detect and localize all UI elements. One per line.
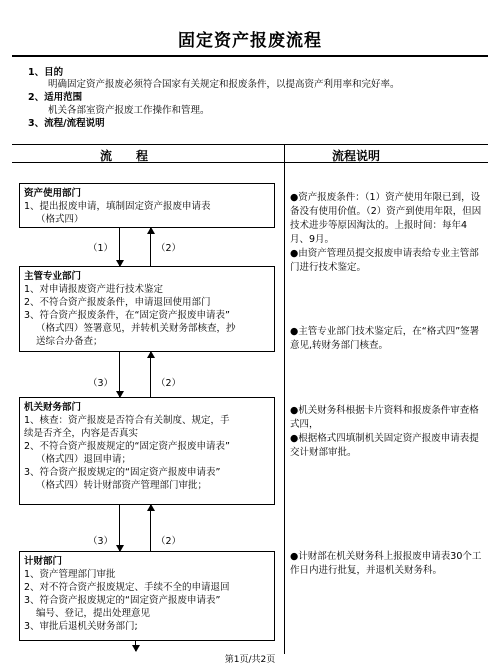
flow-box-line: （格式四） bbox=[36, 214, 84, 225]
arrow-down bbox=[119, 505, 120, 551]
arrow-up bbox=[150, 505, 151, 551]
flow-box-line: 3、审批后退机关财务部门; bbox=[24, 621, 138, 632]
note-approval: ●计财部在机关财务科上报报废申请表30个工作日内进行批复，并退机关财务科。 bbox=[290, 551, 482, 576]
arrow-up bbox=[150, 228, 151, 266]
purpose-text: 明确固定资产报废必须符合国家有关规定和报废条件，以提高资产利用率和完好率。 bbox=[48, 79, 400, 90]
arrow-down bbox=[119, 352, 120, 397]
arrow-down bbox=[119, 228, 120, 266]
flow-box-title: 计财部门 bbox=[24, 556, 63, 567]
note-submit-application: ●由资产管理员提交报废申请表给专业主管部门进行技术鉴定。 bbox=[290, 248, 479, 273]
flow-heading: 3、流程/流程说明 bbox=[28, 118, 105, 129]
flow-box-line: 3、符合资产报废规定的“固定资产报废申请表” bbox=[24, 595, 221, 606]
flow-box-line: （格式四）签署意见，并转机关财务部核查，抄 bbox=[36, 323, 236, 334]
table-header-divider bbox=[12, 162, 488, 163]
scope-heading: 2、适用范围 bbox=[28, 92, 83, 103]
arrow-label: （1） bbox=[88, 243, 114, 254]
arrow-label: （2） bbox=[156, 378, 182, 389]
flow-box-line: 3、符合资产报废规定的“固定资产报废申请表” bbox=[24, 467, 221, 478]
flow-box-line: 2、不符合资产报废条件，申请退回使用部门 bbox=[24, 297, 211, 308]
arrow-label: （2） bbox=[156, 536, 182, 547]
flow-box-line: （格式四）退回申请； bbox=[36, 454, 132, 465]
flow-box-line: 1、提出报废申请，填制固定资产报废申请表 bbox=[24, 201, 211, 212]
page-title: 固定资产报废流程 bbox=[178, 31, 322, 51]
flow-box-title: 机关财务部门 bbox=[24, 402, 82, 413]
flow-box-line: 送综合办备查； bbox=[36, 336, 103, 347]
flow-box-line: 编号、登记，提出处理意见 bbox=[36, 608, 151, 619]
flow-box-line: 续是否齐全，内容是否真实 bbox=[24, 428, 139, 439]
arrow-up bbox=[150, 352, 151, 397]
arrow-label: （2） bbox=[156, 243, 182, 254]
table-top-border bbox=[12, 144, 488, 145]
note-finance-review: ●机关财务科根据卡片资料和报废条件审查格式四， bbox=[290, 405, 479, 430]
column-header-flow: 流 程 bbox=[100, 149, 149, 163]
arrow-down bbox=[135, 641, 136, 651]
flow-box-title: 资产使用部门 bbox=[24, 188, 82, 199]
flow-box-finance-dept bbox=[19, 397, 275, 505]
flow-box-line: 2、不符合资产报废规定的“固定资产报废申请表” bbox=[24, 441, 230, 452]
purpose-heading: 1、目的 bbox=[28, 67, 64, 78]
flow-box-asset-user-dept bbox=[19, 183, 275, 228]
flow-box-line: 3、符合资产报废条件，在“固定资产报废申请表” bbox=[24, 310, 230, 321]
flow-box-accounting-dept bbox=[19, 551, 275, 641]
title-divider bbox=[12, 55, 488, 57]
column-divider bbox=[284, 144, 285, 654]
flow-box-professional-dept bbox=[19, 266, 275, 352]
page-footer: 第1页/共2页 bbox=[224, 655, 276, 665]
note-fill-application: ●根据格式四填制机关固定资产报废申请表提交计财部审批。 bbox=[290, 433, 479, 458]
flow-box-line: 1、核查：资产报废是否符合有关制度、规定，手 bbox=[24, 415, 230, 426]
flow-box-line: 2、对不符合资产报废规定、手续不全的申请退回 bbox=[24, 582, 230, 593]
arrow-label: （3） bbox=[88, 536, 114, 547]
scope-text: 机关各部室资产报废工作操作和管理。 bbox=[48, 105, 210, 116]
flow-box-title: 主管专业部门 bbox=[24, 271, 82, 282]
note-technical-review: ●主管专业部门技术鉴定后，在“格式四”签署意见,转财务部门核查。 bbox=[290, 326, 480, 351]
note-scrap-conditions: ●资产报废条件：（1）资产使用年限已到，设备没有使用价值。（2）资产到使用年限，但因技术进步等原因淘汰的。上报时间：每年4月、9月。 bbox=[290, 192, 482, 245]
flow-box-line: 1、对申请报废资产进行技术鉴定 bbox=[24, 284, 164, 295]
flow-box-line: 1、资产管理部门审批 bbox=[24, 569, 116, 580]
column-header-description: 流程说明 bbox=[332, 149, 381, 163]
flow-box-line: （格式四）转计财部资产管理部门审批； bbox=[36, 480, 208, 491]
arrow-label: （3） bbox=[88, 378, 114, 389]
